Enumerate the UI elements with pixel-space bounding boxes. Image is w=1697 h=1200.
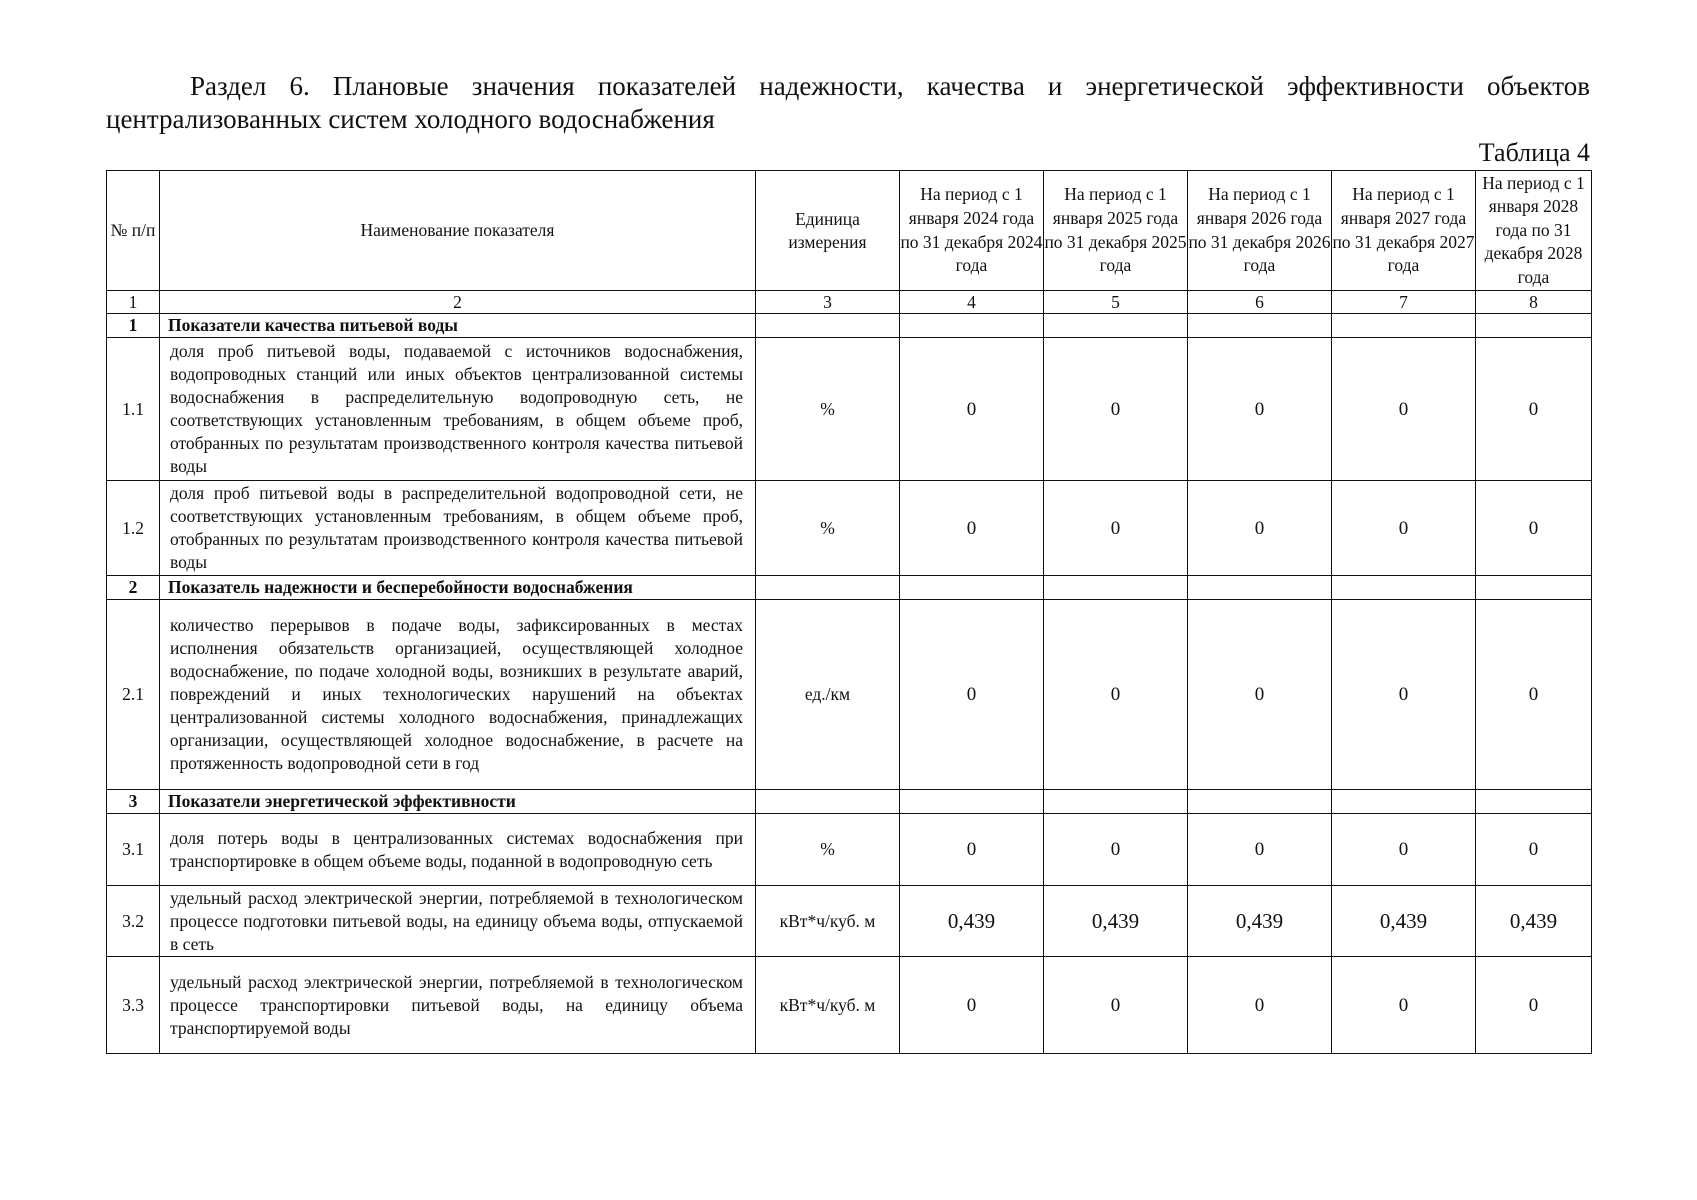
column-number: 2 <box>160 291 756 314</box>
row-value-2026: 0 <box>1188 600 1332 790</box>
row-value-2025: 0,439 <box>1044 886 1188 957</box>
row-value-2025: 0 <box>1044 957 1188 1054</box>
row-value-2024: 0 <box>900 338 1044 481</box>
table-row <box>107 957 1592 1054</box>
header-period-2027: На период с 1 января 2027 года по 31 декабря 2027 года <box>1332 171 1476 291</box>
row-value-2024: 0 <box>900 481 1044 576</box>
column-number: 1 <box>107 291 160 314</box>
row-indicator-name: удельный расход электрической энергии, потребляемой в технологическом процессе подготовки питьевой воды, на единицу объема воды, отпускаемой в сеть <box>160 886 756 957</box>
row-number: 1.2 <box>107 481 160 576</box>
header-period-2024: На период с 1 января 2024 года по 31 декабря 2024 года <box>900 171 1044 291</box>
row-value-2024: 0,439 <box>900 886 1044 957</box>
row-value-2024: 0 <box>900 814 1044 886</box>
row-value-2028: 0 <box>1476 481 1592 576</box>
row-value-2025: 0 <box>1044 600 1188 790</box>
column-numbers-row <box>107 291 1592 314</box>
table-row <box>107 814 1592 886</box>
row-value-2027: 0,439 <box>1332 886 1476 957</box>
section-title: Показатели энергетической эффективности <box>160 790 756 814</box>
table-header-row <box>107 171 1592 291</box>
row-unit: ед./км <box>756 600 900 790</box>
row-value-2026: 0 <box>1188 957 1332 1054</box>
header-number: № п/п <box>107 171 160 291</box>
indicators-table <box>106 170 1592 1054</box>
row-number: 3.3 <box>107 957 160 1054</box>
row-value-2024: 0 <box>900 600 1044 790</box>
column-number: 6 <box>1188 291 1332 314</box>
section-row <box>107 314 1592 338</box>
section-row <box>107 576 1592 600</box>
table-row <box>107 600 1592 790</box>
row-value-2028: 0 <box>1476 957 1592 1054</box>
row-number: 3.1 <box>107 814 160 886</box>
row-unit: % <box>756 481 900 576</box>
section-heading: Раздел 6. Плановые значения показателей надежности, качества и энергетической эффективности объектов централизованных систем холодного водоснабжения <box>106 71 1590 134</box>
column-number: 3 <box>756 291 900 314</box>
row-value-2027: 0 <box>1332 600 1476 790</box>
section-row <box>107 790 1592 814</box>
table-row <box>107 481 1592 576</box>
header-unit: Единица измерения <box>756 171 900 291</box>
row-unit: % <box>756 814 900 886</box>
section-number: 1 <box>107 314 160 338</box>
table-row <box>107 886 1592 957</box>
section-title: Показатель надежности и бесперебойности водоснабжения <box>160 576 756 600</box>
column-number: 5 <box>1044 291 1188 314</box>
header-period-2026: На период с 1 января 2026 года по 31 декабря 2026 года <box>1188 171 1332 291</box>
section-number: 3 <box>107 790 160 814</box>
section-number: 2 <box>107 576 160 600</box>
row-value-2028: 0 <box>1476 600 1592 790</box>
row-value-2025: 0 <box>1044 338 1188 481</box>
section-title: Показатели качества питьевой воды <box>160 314 756 338</box>
row-indicator-name: количество перерывов в подаче воды, зафиксированных в местах исполнения обязательств организацией, осуществляющей холодное водоснабжение, по подаче холодной воды, возникших в результате аварий, повреждений и иных технологических нарушений на объектах централизованной системы холодного водоснабжения, принадлежащих организации, осуществляющей холодное водоснабжение, в расчете на протяженность водопроводной сети в год <box>160 600 756 790</box>
row-value-2028: 0,439 <box>1476 886 1592 957</box>
row-value-2027: 0 <box>1332 481 1476 576</box>
column-number: 7 <box>1332 291 1476 314</box>
column-number: 8 <box>1476 291 1592 314</box>
row-indicator-name: доля проб питьевой воды в распределительной водопроводной сети, не соответствующих установленным требованиям, в общем объеме проб, отобранных по результатам производственного контроля качества питьевой воды <box>160 481 756 576</box>
row-indicator-name: доля потерь воды в централизованных системах водоснабжения при транспортировке в общем объеме воды, поданной в водопроводную сеть <box>160 814 756 886</box>
row-value-2025: 0 <box>1044 481 1188 576</box>
row-indicator-name: доля проб питьевой воды, подаваемой с источников водоснабжения, водопроводных станций или иных объектов централизованной системы водоснабжения в распределительную водопроводную сеть, не соответствующих установленным требованиям, в общем объеме проб, отобранных по результатам производственного контроля качества питьевой воды <box>160 338 756 481</box>
row-value-2026: 0,439 <box>1188 886 1332 957</box>
row-unit: кВт*ч/куб. м <box>756 886 900 957</box>
row-unit: % <box>756 338 900 481</box>
table-row <box>107 338 1592 481</box>
row-number: 2.1 <box>107 600 160 790</box>
column-number: 4 <box>900 291 1044 314</box>
row-value-2026: 0 <box>1188 814 1332 886</box>
row-value-2028: 0 <box>1476 814 1592 886</box>
header-period-2025: На период с 1 января 2025 года по 31 декабря 2025 года <box>1044 171 1188 291</box>
row-unit: кВт*ч/куб. м <box>756 957 900 1054</box>
table-caption: Таблица 4 <box>1478 138 1590 167</box>
header-name: Наименование показателя <box>160 171 756 291</box>
row-number: 1.1 <box>107 338 160 481</box>
row-indicator-name: удельный расход электрической энергии, потребляемой в технологическом процессе транспортировки питьевой воды, на единицу объема транспортируемой воды <box>160 957 756 1054</box>
row-number: 3.2 <box>107 886 160 957</box>
row-value-2025: 0 <box>1044 814 1188 886</box>
row-value-2027: 0 <box>1332 338 1476 481</box>
row-value-2027: 0 <box>1332 957 1476 1054</box>
row-value-2026: 0 <box>1188 338 1332 481</box>
header-period-2028: На период с 1 января 2028 года по 31 декабря 2028 года <box>1476 171 1592 291</box>
row-value-2024: 0 <box>900 957 1044 1054</box>
row-value-2026: 0 <box>1188 481 1332 576</box>
row-value-2028: 0 <box>1476 338 1592 481</box>
row-value-2027: 0 <box>1332 814 1476 886</box>
